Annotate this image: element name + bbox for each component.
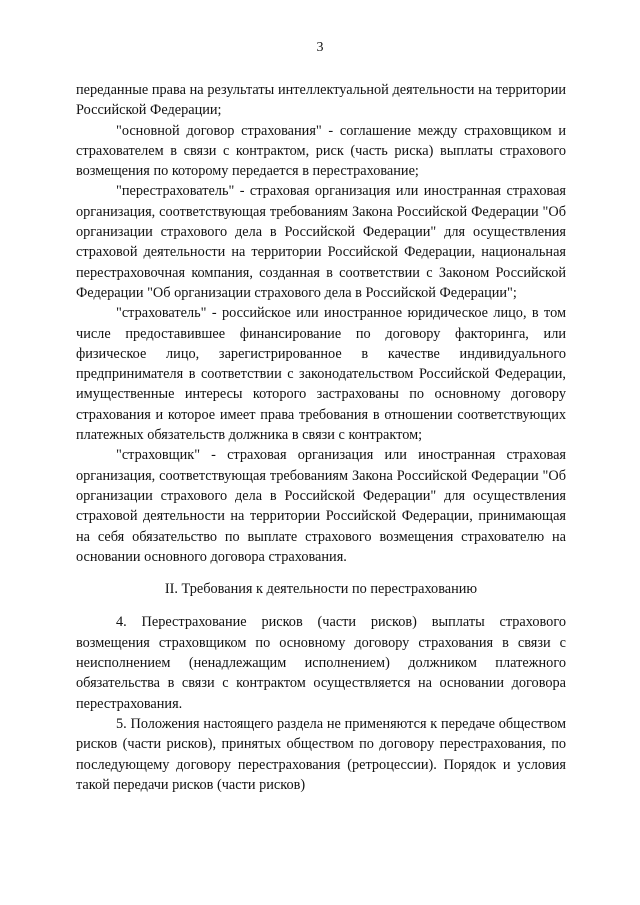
section-heading: II. Требования к деятельности по перестрахованию <box>164 581 478 598</box>
definition-insurer: "страховщик" - страховая организация или иностранная страховая организация, соответствующая требованиям Закона Российской Федерации "Об организации страхового дела в Российской Федерации" для осуществления страховой деятельности на территории Российской Федерации, принимающая на себя обязательство по выплате страхового возмещения страхователю на основании основного договора страхования. <box>76 447 566 565</box>
definition-main-contract: "основной договор страхования" - соглашение между страховщиком и страхователем в связи с контрактом, риск (часть риска) выплаты страхового возмещения по которому передается в перестрахование; <box>76 122 566 180</box>
clause-4: 4. Перестрахование рисков (части рисков) выплаты страхового возмещения страховщиком по основному договору страхования в связи с неисполнением (ненадлежащим исполнением) должником платежного обязательства в связи с контрактом осуществляется на основании договора перестрахования. <box>76 614 566 712</box>
definition-reinsured: "перестрахователь" - страховая организация или иностранная страховая организация, соответствующая требованиям Закона Российской Федерации "Об организации страхового дела в Российской Федерации" для осуществления страховой деятельности на территории Российской Федерации, национальная перестраховочная компания, созданная в соответствии с Законом Российской Федерации "Об организации страхового дела в Российской Федерации"; <box>76 183 566 301</box>
paragraph-continuation: переданные права на результаты интеллектуальной деятельности на территории Российской Федерации; <box>76 82 566 119</box>
page-number: 3 <box>316 40 324 55</box>
clause-5: 5. Положения настоящего раздела не применяются к передаче обществом рисков (части рисков), принятых обществом по договору перестрахования, по последующему договору перестрахования (ретроцессии). Порядок и условия такой передачи рисков (части рисков) <box>76 715 566 793</box>
definition-policyholder: "страхователь" - российское или иностранное юридическое лицо, в том числе предоставившее финансирование по договору факторинга, или физическое лицо, зарегистрированное в качестве индивидуального предпринимателя в соответствии с законодательством Российской Федерации, имущественные интересы которого застрахованы по основному договору страхования и которое имеет права требования в отношении соответствующих платежных обязательств должника в связи с контрактом; <box>76 305 566 444</box>
document-body <box>76 80 566 795</box>
